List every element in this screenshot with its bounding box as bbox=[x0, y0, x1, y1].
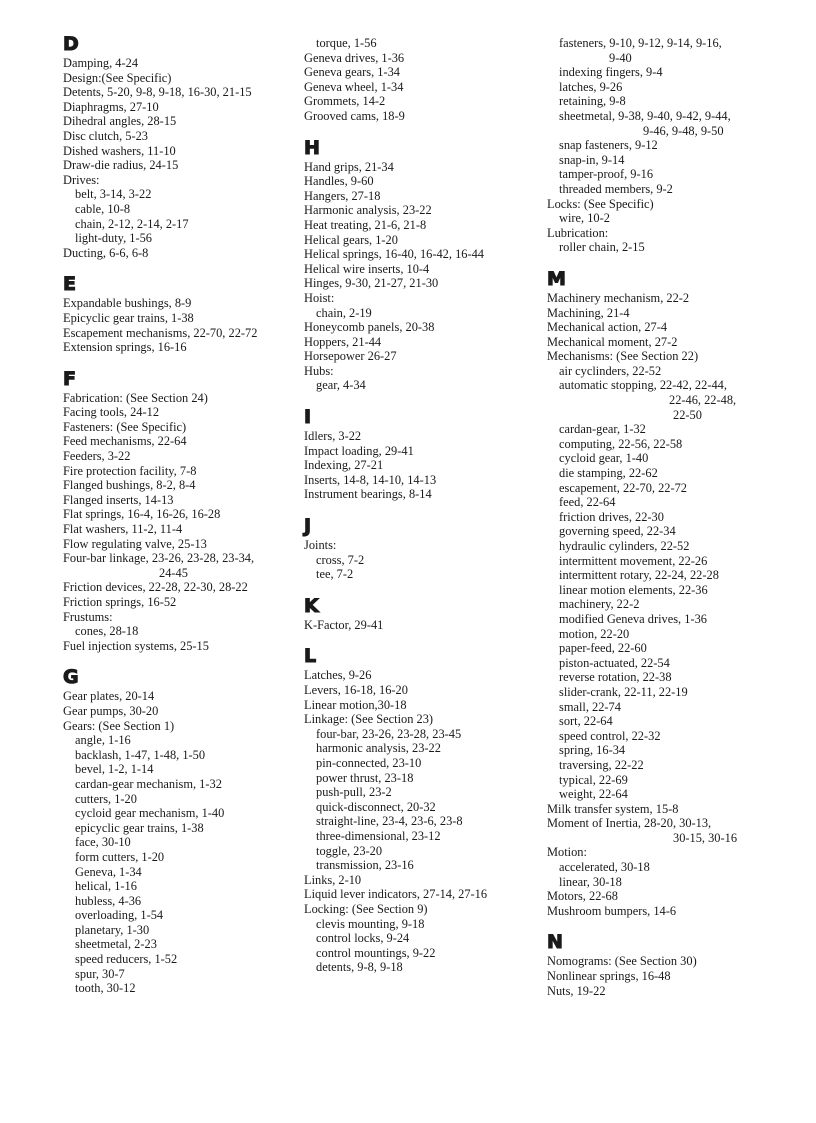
index-subentry: cycloid gear, 1-40 bbox=[559, 451, 649, 466]
index-entry: Hoppers, 21-44 bbox=[304, 334, 382, 349]
index-entry: Latches, 9-26 bbox=[304, 668, 372, 683]
index-subentry: computing, 22-56, 22-58 bbox=[559, 436, 683, 451]
index-entry-continuation: 9-40 bbox=[609, 50, 632, 65]
index-subentry: control mountings, 9-22 bbox=[316, 945, 436, 960]
index-entry: Geneva drives, 1-36 bbox=[304, 50, 405, 65]
index-entry: Fasteners: (See Specific) bbox=[63, 419, 187, 434]
index-subentry: automatic stopping, 22-42, 22-44, bbox=[559, 378, 727, 393]
index-subentry: accelerated, 30-18 bbox=[559, 860, 650, 875]
index-subentry: roller chain, 2-15 bbox=[559, 240, 645, 255]
index-entry: Flanged inserts, 14-13 bbox=[63, 492, 174, 507]
index-entry: Friction springs, 16-52 bbox=[63, 595, 177, 609]
index-entry: Hand grips, 21-34 bbox=[304, 159, 394, 174]
index-subentry: tee, 7-2 bbox=[316, 567, 354, 582]
index-subentry: piston-actuated, 22-54 bbox=[559, 655, 670, 670]
index-entry: Indexing, 27-21 bbox=[304, 458, 384, 473]
index-entry: Linear motion,30-18 bbox=[304, 697, 407, 712]
index-subentry: epicyclic gear trains, 1-38 bbox=[75, 820, 204, 835]
index-entry: Geneva wheel, 1-34 bbox=[304, 79, 404, 94]
index-subentry: retaining, 9-8 bbox=[559, 94, 626, 109]
index-section bbox=[63, 273, 295, 355]
index-entry: Harmonic analysis, 23-22 bbox=[304, 203, 432, 218]
index-subentry: straight-line, 23-4, 23-6, 23-8 bbox=[316, 814, 463, 829]
index-entry: Hinges, 9-30, 21-27, 21-30 bbox=[304, 276, 439, 291]
index-entry: Locks: (See Specific) bbox=[547, 196, 654, 211]
index-entry: Idlers, 3-22 bbox=[304, 429, 362, 444]
section-letter-heading: M bbox=[547, 267, 566, 290]
index-entry: Grommets, 14-2 bbox=[304, 94, 386, 109]
index-entry: Linkage: (See Section 23) bbox=[304, 712, 434, 727]
index-subentry: bevel, 1-2, 1-14 bbox=[75, 762, 154, 777]
index-subentry: cutters, 1-20 bbox=[75, 791, 137, 806]
index-subentry: threaded members, 9-2 bbox=[559, 181, 673, 196]
index-subentry: cones, 28-18 bbox=[75, 624, 139, 639]
index-subentry: Geneva, 1-34 bbox=[75, 864, 142, 879]
index-entry: Feed mechanisms, 22-64 bbox=[63, 434, 187, 449]
index-entry: Impact loading, 29-41 bbox=[304, 443, 414, 458]
index-entry: Helical gears, 1-20 bbox=[304, 232, 398, 247]
index-subentry: hubless, 4-36 bbox=[75, 893, 142, 908]
index-subentry: machinery, 22-2 bbox=[559, 597, 640, 612]
index-entry-continuation: 24-45 bbox=[159, 565, 188, 580]
index-entry: Mechanisms: (See Section 22) bbox=[547, 349, 699, 364]
index-entry: Mechanical moment, 27-2 bbox=[547, 334, 678, 349]
index-entry: Drives: bbox=[63, 172, 100, 187]
index-subentry: transmission, 23-16 bbox=[316, 858, 414, 873]
index-subentry: tooth, 30-12 bbox=[75, 981, 136, 996]
index-entry: Gear pumps, 30-20 bbox=[63, 703, 159, 718]
index-entry: Helical springs, 16-40, 16-42, 16-44 bbox=[304, 247, 484, 262]
section-letter-heading: F bbox=[63, 367, 76, 390]
index-entry: Handles, 9-60 bbox=[304, 174, 374, 189]
index-section bbox=[547, 36, 797, 255]
index-entry: Frustums: bbox=[63, 609, 113, 624]
index-entry: Draw-die radius, 24-15 bbox=[63, 158, 179, 173]
index-entry: Joints: bbox=[304, 538, 337, 553]
index-subentry: hydraulic cylinders, 22-52 bbox=[559, 539, 690, 553]
index-entry: Fabrication: (See Section 24) bbox=[63, 390, 208, 405]
index-subentry: clevis mounting, 9-18 bbox=[316, 916, 425, 931]
index-entry: Gears: (See Section 1) bbox=[63, 718, 175, 733]
index-subentry: sheetmetal, 2-23 bbox=[75, 937, 157, 952]
index-section bbox=[63, 33, 295, 260]
index-subentry: governing speed, 22-34 bbox=[559, 524, 676, 539]
index-subentry: die stamping, 22-62 bbox=[559, 466, 658, 481]
index-entry: Disc clutch, 5-23 bbox=[63, 128, 148, 143]
index-entry-continuation: 30-15, 30-16 bbox=[673, 830, 738, 845]
index-subentry: reverse rotation, 22-38 bbox=[559, 670, 672, 685]
index-subentry: air cyclinders, 22-52 bbox=[559, 363, 662, 378]
index-subentry: intermittent movement, 22-26 bbox=[559, 553, 708, 568]
index-subentry: overloading, 1-54 bbox=[75, 908, 164, 923]
index-subentry: spring, 16-34 bbox=[559, 743, 626, 758]
index-entry: Diaphragms, 27-10 bbox=[63, 99, 159, 114]
index-subentry: wire, 10-2 bbox=[559, 211, 610, 226]
index-entry: Flat springs, 16-4, 16-26, 16-28 bbox=[63, 507, 221, 522]
index-subentry: weight, 22-64 bbox=[559, 787, 628, 802]
index-subentry: tamper-proof, 9-16 bbox=[559, 167, 654, 182]
index-subentry: small, 22-74 bbox=[559, 699, 621, 714]
index-entry: Feeders, 3-22 bbox=[63, 449, 131, 464]
index-entry: Honeycomb panels, 20-38 bbox=[304, 320, 435, 335]
index-subentry: cardan-gear mechanism, 1-32 bbox=[75, 776, 222, 791]
index-section bbox=[63, 666, 295, 996]
section-letter-heading: H bbox=[304, 136, 320, 159]
index-subentry: speed reducers, 1-52 bbox=[75, 952, 178, 967]
index-entry: Levers, 16-18, 16-20 bbox=[304, 683, 408, 697]
index-section bbox=[304, 36, 540, 124]
index-entry: Motors, 22-68 bbox=[547, 889, 618, 904]
index-section bbox=[547, 267, 797, 919]
index-section bbox=[547, 931, 797, 998]
index-subentry: power thrust, 23-18 bbox=[316, 770, 414, 785]
index-section bbox=[304, 594, 540, 633]
index-section bbox=[304, 406, 540, 502]
index-entry: Helical wire inserts, 10-4 bbox=[304, 261, 430, 276]
index-entry: Locking: (See Section 9) bbox=[304, 901, 428, 916]
index-subentry: typical, 22-69 bbox=[559, 772, 628, 787]
index-entry: Inserts, 14-8, 14-10, 14-13 bbox=[304, 472, 437, 487]
index-subentry: motion, 22-20 bbox=[559, 626, 630, 641]
index-subentry: light-duty, 1-56 bbox=[75, 231, 152, 246]
index-entry: Damping, 4-24 bbox=[63, 56, 139, 70]
index-subentry: cable, 10-8 bbox=[75, 201, 131, 216]
index-entry: Facing tools, 24-12 bbox=[63, 405, 160, 420]
index-column-2 bbox=[304, 36, 540, 991]
index-entry: Hangers, 27-18 bbox=[304, 188, 381, 203]
index-subentry: push-pull, 23-2 bbox=[316, 785, 392, 800]
index-subentry: torque, 1-56 bbox=[316, 36, 377, 50]
index-entry: Four-bar linkage, 23-26, 23-28, 23-34, bbox=[63, 551, 255, 566]
index-subentry: snap-in, 9-14 bbox=[559, 152, 625, 167]
index-subentry: traversing, 22-22 bbox=[559, 757, 644, 772]
index-column-1 bbox=[63, 33, 295, 1012]
section-letter-heading: D bbox=[63, 33, 79, 55]
index-subentry: friction drives, 22-30 bbox=[559, 509, 664, 524]
section-letter-heading: I bbox=[304, 406, 312, 429]
index-entry: Hoist: bbox=[304, 290, 335, 305]
index-section bbox=[63, 367, 295, 654]
index-entry: Flanged bushings, 8-2, 8-4 bbox=[63, 478, 196, 493]
index-entry: Dihedral angles, 28-15 bbox=[63, 114, 177, 129]
index-entry: Flat washers, 11-2, 11-4 bbox=[63, 522, 183, 537]
index-subentry: quick-disconnect, 20-32 bbox=[316, 799, 436, 814]
index-subentry: feed, 22-64 bbox=[559, 495, 616, 510]
index-entry: Instrument bearings, 8-14 bbox=[304, 487, 432, 502]
index-entry: Design:(See Specific) bbox=[63, 70, 172, 85]
index-subentry: control locks, 9-24 bbox=[316, 931, 410, 946]
index-subentry: face, 30-10 bbox=[75, 835, 131, 850]
index-column-3 bbox=[547, 36, 797, 1014]
index-entry: Flow regulating valve, 25-13 bbox=[63, 536, 207, 551]
index-entry: Milk transfer system, 15-8 bbox=[547, 801, 679, 816]
index-entry: Grooved cams, 18-9 bbox=[304, 108, 405, 123]
index-subentry: speed control, 22-32 bbox=[559, 728, 661, 743]
index-entry: Machining, 21-4 bbox=[547, 305, 630, 320]
index-entry: Expandable bushings, 8-9 bbox=[63, 296, 192, 311]
index-entry: Ducting, 6-6, 6-8 bbox=[63, 245, 149, 260]
index-subentry: linear motion elements, 22-36 bbox=[559, 582, 708, 597]
index-subentry: cycloid gear mechanism, 1-40 bbox=[75, 806, 225, 821]
index-subentry: planetary, 1-30 bbox=[75, 922, 150, 937]
index-subentry: detents, 9-8, 9-18 bbox=[316, 960, 403, 975]
index-subentry: slider-crank, 22-11, 22-19 bbox=[559, 684, 688, 699]
index-subentry: harmonic analysis, 23-22 bbox=[316, 741, 441, 756]
section-letter-heading: K bbox=[304, 594, 319, 617]
index-subentry: gear, 4-34 bbox=[316, 378, 366, 393]
index-entry: K-Factor, 29-41 bbox=[304, 617, 384, 632]
index-entry: Epicyclic gear trains, 1-38 bbox=[63, 310, 194, 325]
section-letter-heading: G bbox=[63, 666, 79, 689]
index-section bbox=[304, 645, 540, 975]
index-entry-continuation: 22-50 bbox=[673, 407, 702, 422]
index-entry: Fire protection facility, 7-8 bbox=[63, 463, 197, 478]
index-subentry: backlash, 1-47, 1-48, 1-50 bbox=[75, 747, 206, 762]
index-entry: Moment of Inertia, 28-20, 30-13, bbox=[547, 816, 712, 831]
index-subentry: helical, 1-16 bbox=[75, 879, 137, 894]
index-subentry: belt, 3-14, 3-22 bbox=[75, 187, 152, 202]
section-letter-heading: J bbox=[304, 515, 312, 538]
index-entry: Hubs: bbox=[304, 363, 334, 378]
index-entry: Escapement mechanisms, 22-70, 22-72 bbox=[63, 325, 258, 340]
index-subentry: modified Geneva drives, 1-36 bbox=[559, 611, 707, 626]
index-entry: Nuts, 19-22 bbox=[547, 983, 606, 998]
index-subentry: chain, 2-12, 2-14, 2-17 bbox=[75, 216, 189, 231]
index-entry: Gear plates, 20-14 bbox=[63, 689, 155, 704]
index-entry: Friction devices, 22-28, 22-30, 28-22 bbox=[63, 580, 248, 595]
index-subentry: cross, 7-2 bbox=[316, 552, 365, 567]
section-letter-heading: N bbox=[547, 931, 563, 954]
index-entry: Extension springs, 16-16 bbox=[63, 340, 187, 355]
index-subentry: three-dimensional, 23-12 bbox=[316, 828, 441, 843]
index-entry: Machinery mechanism, 22-2 bbox=[547, 290, 690, 305]
index-subentry: toggle, 23-20 bbox=[316, 843, 383, 858]
index-subentry: indexing fingers, 9-4 bbox=[559, 65, 663, 80]
index-entry: Heat treating, 21-6, 21-8 bbox=[304, 217, 427, 232]
section-letter-heading: E bbox=[63, 273, 76, 296]
index-subentry: snap fasteners, 9-12 bbox=[559, 138, 658, 153]
index-section bbox=[304, 136, 540, 394]
index-subentry: intermittent rotary, 22-24, 22-28 bbox=[559, 568, 719, 583]
index-subentry: linear, 30-18 bbox=[559, 874, 622, 889]
index-entry: Mechanical action, 27-4 bbox=[547, 320, 668, 335]
index-entry: Detents, 5-20, 9-8, 9-18, 16-30, 21-15 bbox=[63, 85, 252, 100]
index-subentry: latches, 9-26 bbox=[559, 79, 623, 94]
index-entry: Horsepower 26-27 bbox=[304, 349, 397, 364]
index-entry: Fuel injection systems, 25-15 bbox=[63, 638, 209, 653]
index-entry: Nonlinear springs, 16-48 bbox=[547, 969, 671, 984]
index-entry: Nomograms: (See Section 30) bbox=[547, 954, 697, 969]
index-entry: Lubrication: bbox=[547, 225, 609, 240]
index-subentry: four-bar, 23-26, 23-28, 23-45 bbox=[316, 726, 462, 741]
index-subentry: form cutters, 1-20 bbox=[75, 849, 165, 864]
index-subentry: sheetmetal, 9-38, 9-40, 9-42, 9-44, bbox=[559, 108, 731, 123]
index-subentry: paper-feed, 22-60 bbox=[559, 641, 647, 656]
index-entry: Geneva gears, 1-34 bbox=[304, 65, 400, 80]
index-subentry: chain, 2-19 bbox=[316, 305, 372, 320]
index-entry: Motion: bbox=[547, 845, 587, 860]
index-subentry: angle, 1-16 bbox=[75, 733, 131, 748]
index-entry: Links, 2-10 bbox=[304, 872, 362, 887]
index-section bbox=[304, 515, 540, 582]
index-subentry: sort, 22-64 bbox=[559, 714, 613, 729]
index-entry-continuation: 22-46, 22-48, bbox=[669, 393, 737, 408]
index-entry: Dished washers, 11-10 bbox=[63, 143, 176, 158]
index-subentry: pin-connected, 23-10 bbox=[316, 755, 422, 770]
index-subentry: spur, 30-7 bbox=[75, 966, 125, 981]
index-entry: Mushroom bumpers, 14-6 bbox=[547, 903, 677, 918]
index-entry: Liquid lever indicators, 27-14, 27-16 bbox=[304, 887, 488, 902]
section-letter-heading: L bbox=[304, 645, 317, 668]
index-subentry: escapement, 22-70, 22-72 bbox=[559, 480, 687, 495]
index-subentry: fasteners, 9-10, 9-12, 9-14, 9-16, bbox=[559, 36, 722, 50]
index-entry-continuation: 9-46, 9-48, 9-50 bbox=[643, 123, 724, 138]
index-subentry: cardan-gear, 1-32 bbox=[559, 422, 646, 437]
